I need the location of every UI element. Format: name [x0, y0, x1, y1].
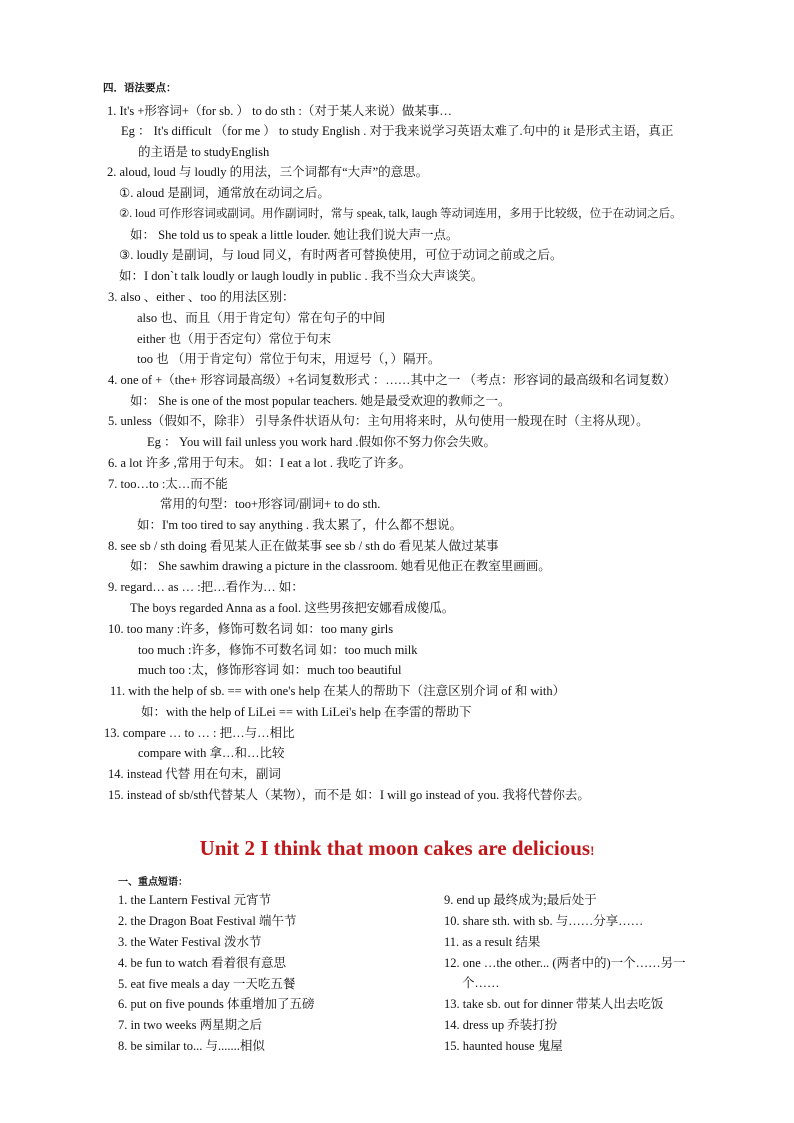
grammar-line: 如：I'm too tired to say anything . 我太累了，什么都不想说。 [137, 518, 463, 532]
grammar-line: 如： She told us to speak a little louder. 她让我们说大声一点。 [130, 228, 459, 242]
grammar-line: either 也（用于否定句）常位于句末 [137, 332, 332, 346]
grammar-line: 11. with the help of sb. == with one's help 在某人的帮助下（注意区别介词 of 和 with） [110, 684, 566, 698]
phrase-item: 14. dress up 乔装打扮 [444, 1018, 558, 1032]
grammar-line: much too :太，修饰形容词 如：much too beautiful [138, 663, 402, 677]
phrase-item: 3. the Water Festival 泼水节 [118, 935, 262, 949]
phrase-item: 10. share sth. with sb. 与……分享…… [444, 914, 644, 928]
grammar-line: Eg ： It's difficult （for me ） to study English . 对于我来说学习英语太难了.句中的 it 是形式主语，真正 [121, 124, 674, 138]
grammar-line: too much :许多，修饰不可数名词 如：too much milk [138, 643, 418, 657]
section-heading-grammar: 四．语法要点： [103, 82, 177, 94]
grammar-line: also 也、而且（用于肯定句）常在句子的中间 [137, 311, 386, 325]
grammar-line: 5. unless（假如不，除非） 引导条件状语从句：主句用将来时，从句使用一般现在时（主将从现）。 [108, 414, 649, 428]
grammar-line: 3. also 、either 、too 的用法区别： [108, 290, 295, 304]
grammar-line: 14. instead 代替 用在句末，副词 [108, 767, 281, 781]
unit-title [0, 836, 794, 861]
grammar-line: 1. It's +形容词+（for sb. ） to do sth :（对于某人来说）做某事… [107, 104, 452, 118]
phrase-item: 12. one …the other... (两者中的)一个……另一 [444, 956, 686, 970]
phrase-item: 6. put on five pounds 体重增加了五磅 [118, 997, 315, 1011]
grammar-line: 如：I don`t talk loudly or laugh loudly in public . 我不当众大声谈笑。 [119, 269, 484, 283]
grammar-line: Eg ： You will fail unless you work hard .假如你不努力你会失败。 [147, 435, 496, 449]
section-heading-phrases: 一、重点短语： [118, 877, 188, 888]
grammar-line: 2. aloud, loud 与 loudly 的用法，三个词都有“大声”的意思。 [107, 165, 429, 179]
grammar-line: 如：with the help of LiLei == with LiLei's help 在李雷的帮助下 [141, 705, 472, 719]
grammar-line: ③. loudly 是副词，与 loud 同义，有时两者可替换使用，可位于动词之前或之后。 [119, 248, 563, 262]
grammar-line: 10. too many :许多，修饰可数名词 如：too many girls [108, 622, 394, 636]
grammar-line: 的主语是 to studyEnglish [138, 145, 270, 159]
grammar-line: 常用的句型：too+形容词/副词+ to do sth. [160, 497, 381, 511]
grammar-line: 如： She is one of the most popular teachers. 她是最受欢迎的教师之一。 [130, 394, 511, 408]
unit-title-exclamation: ! [590, 843, 595, 858]
grammar-line: 15. instead of sb/sth代替某人（某物），而不是 如：I will go instead of you. 我将代替你去。 [108, 788, 590, 802]
phrase-item: 13. take sb. out for dinner 带某人出去吃饭 [444, 997, 664, 1011]
grammar-line: too 也 （用于肯定句）常位于句末，用逗号（，）隔开。 [137, 352, 441, 366]
phrase-item: 7. in two weeks 两星期之后 [118, 1018, 263, 1032]
grammar-line: 6. a lot 许多 ,常用于句末。 如：I eat a lot . 我吃了许多。 [108, 456, 412, 470]
grammar-line: ①. aloud 是副词，通常放在动词之后。 [119, 186, 330, 200]
grammar-line: ②. loud 可作形容词或副词。用作副词时，常与 speak, talk, laugh 等动词连用，多用于比较级，位于在动词之后。 [119, 208, 682, 220]
grammar-line: 8. see sb / sth doing 看见某人正在做某事 see sb / sth do 看见某人做过某事 [108, 539, 499, 553]
grammar-line: 7. too…to :太…而不能 [108, 477, 228, 491]
grammar-line: 如： She sawhim drawing a picture in the classroom. 她看见他正在教室里画画。 [130, 559, 551, 573]
grammar-line: The boys regarded Anna as a fool. 这些男孩把安娜看成傻瓜。 [130, 601, 455, 615]
grammar-line: 4. one of +（the+ 形容词最高级）+名词复数形式 ：……其中之一 （考点：形容词的最高级和名词复数） [108, 373, 677, 387]
phrase-item: 2. the Dragon Boat Festival 端午节 [118, 914, 297, 928]
phrase-item: 15. haunted house 鬼屋 [444, 1039, 563, 1053]
phrase-item: 4. be fun to watch 看着很有意思 [118, 956, 287, 970]
grammar-line: 13. compare … to … : 把…与…相比 [104, 726, 295, 740]
unit-title-text: Unit 2 I think that moon cakes are delicious [199, 836, 591, 860]
grammar-line: compare with 拿…和…比较 [138, 746, 285, 760]
phrase-item: 8. be similar to... 与.......相似 [118, 1039, 265, 1053]
phrase-item: 11. as a result 结果 [444, 935, 541, 949]
phrase-item: 5. eat five meals a day 一天吃五餐 [118, 977, 296, 991]
phrase-item: 1. the Lantern Festival 元宵节 [118, 893, 272, 907]
phrase-item: 个…… [462, 976, 500, 990]
phrase-item: 9. end up 最终成为;最后处于 [444, 893, 597, 907]
grammar-line: 9. regard… as … :把…看作为… 如： [108, 580, 304, 594]
